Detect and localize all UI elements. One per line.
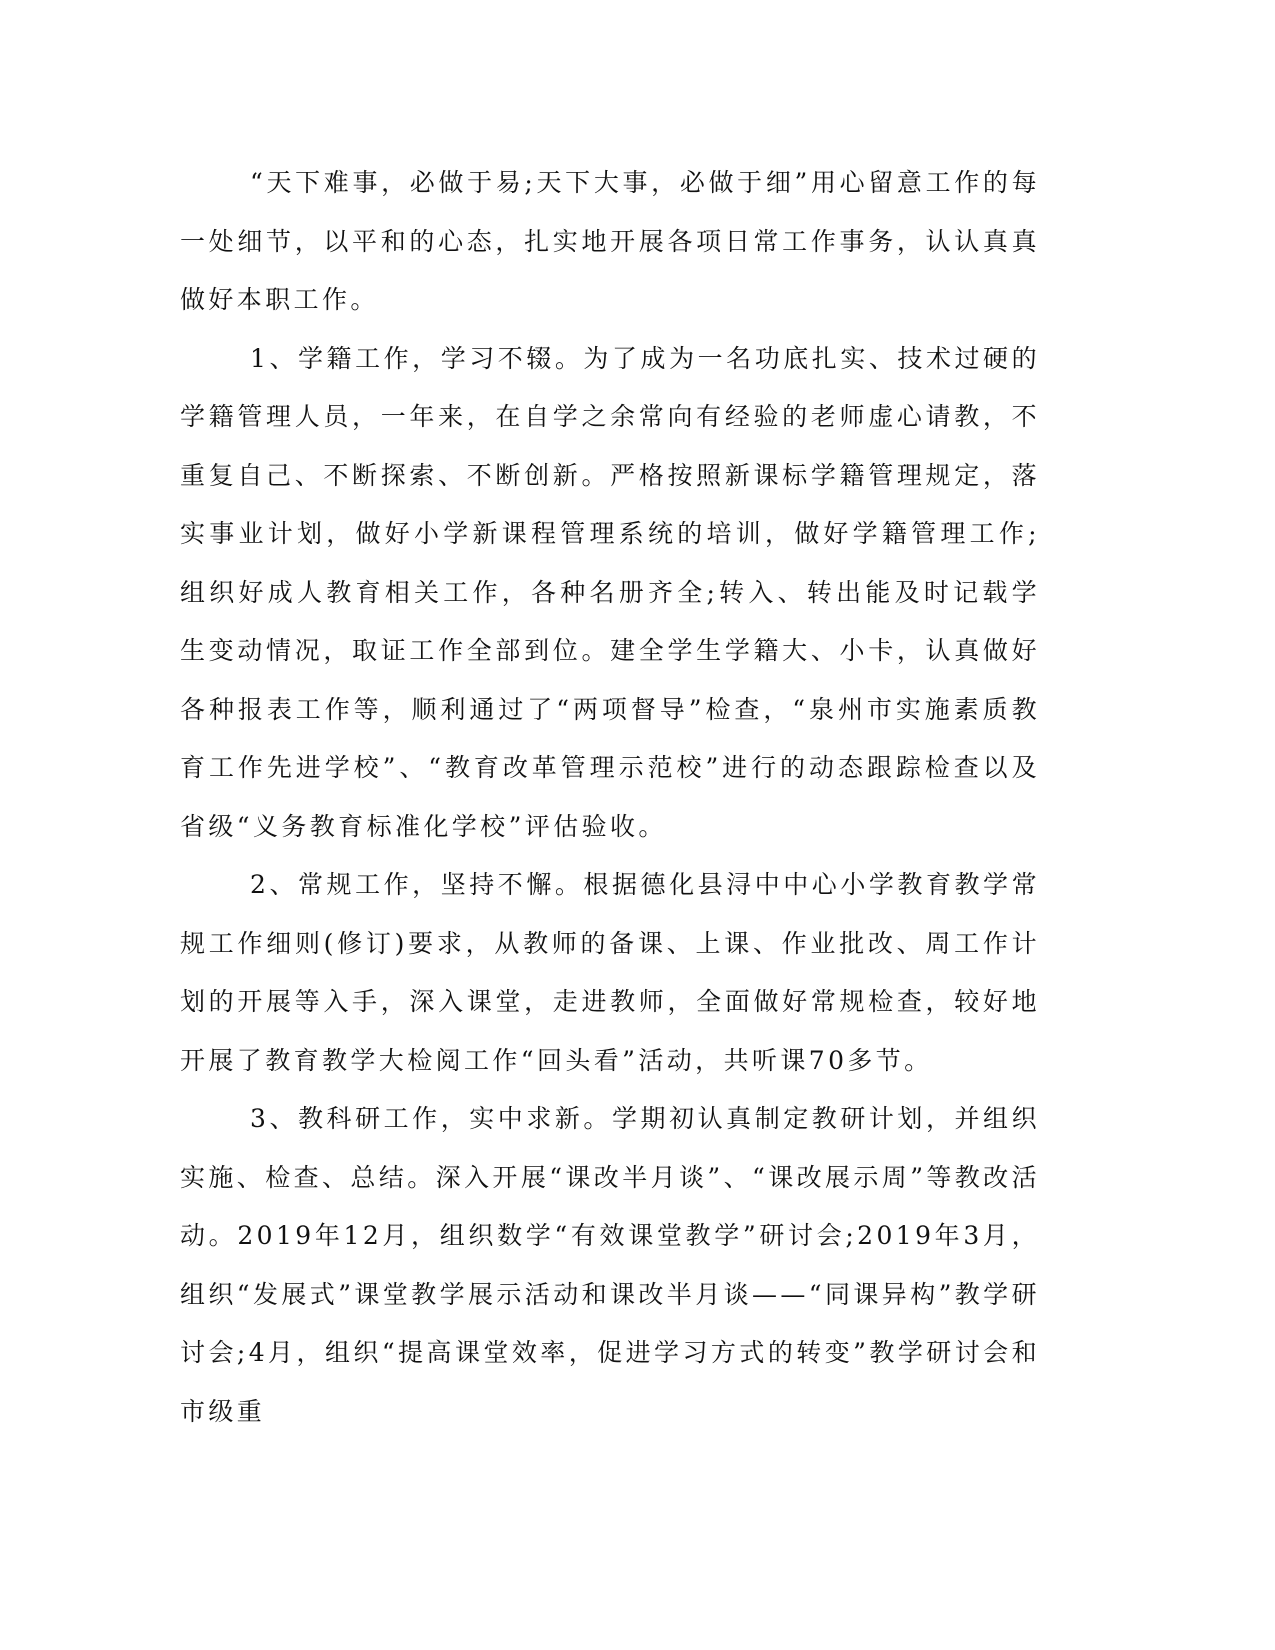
document-body [180,154,1040,1441]
paragraph-routine-work: 2、常规工作，坚持不懈。根据德化县浔中中心小学教育教学常规工作细则(修订)要求，从教师的备课、上课、作业批改、周工作计划的开展等入手，深入课堂，走进教师，全面做好常规检查，较好地开展了教育教学大检阅工作“回头看”活动，共听课70多节。 [180,870,1040,1075]
paragraph-student-records: 1、学籍工作，学习不辍。为了成为一名功底扎实、技术过硬的学籍管理人员，一年来，在自学之余常向有经验的老师虚心请教，不重复自己、不断探索、不断创新。严格按照新课标学籍管理规定，落实事业计划，做好小学新课程管理系统的培训，做好学籍管理工作;组织好成人教育相关工作，各种名册齐全;转入、转出能及时记载学生变动情况，取证工作全部到位。建全学生学籍大、小卡，认真做好各种报表工作等，顺利通过了“两项督导”检查，“泉州市实施素质教育工作先进学校”、“教育改革管理示范校”进行的动态跟踪检查以及省级“义务教育标准化学校”评估验收。 [180,343,1040,841]
paragraph-intro: “天下难事，必做于易;天下大事，必做于细”用心留意工作的每一处细节，以平和的心态，扎实地开展各项日常工作事务，认认真真做好本职工作。 [180,168,1040,314]
paragraph-teaching-research: 3、教科研工作，实中求新。学期初认真制定教研计划，并组织实施、检查、总结。深入开展“课改半月谈”、“课改展示周”等教改活动。2019年12月，组织数学“有效课堂教学”研讨会;2019年3月，组织“发展式”课堂教学展示活动和课改半月谈——“同课异构”教学研讨会;4月，组织“提高课堂效率，促进学习方式的转变”教学研讨会和市级重 [180,1104,1040,1426]
